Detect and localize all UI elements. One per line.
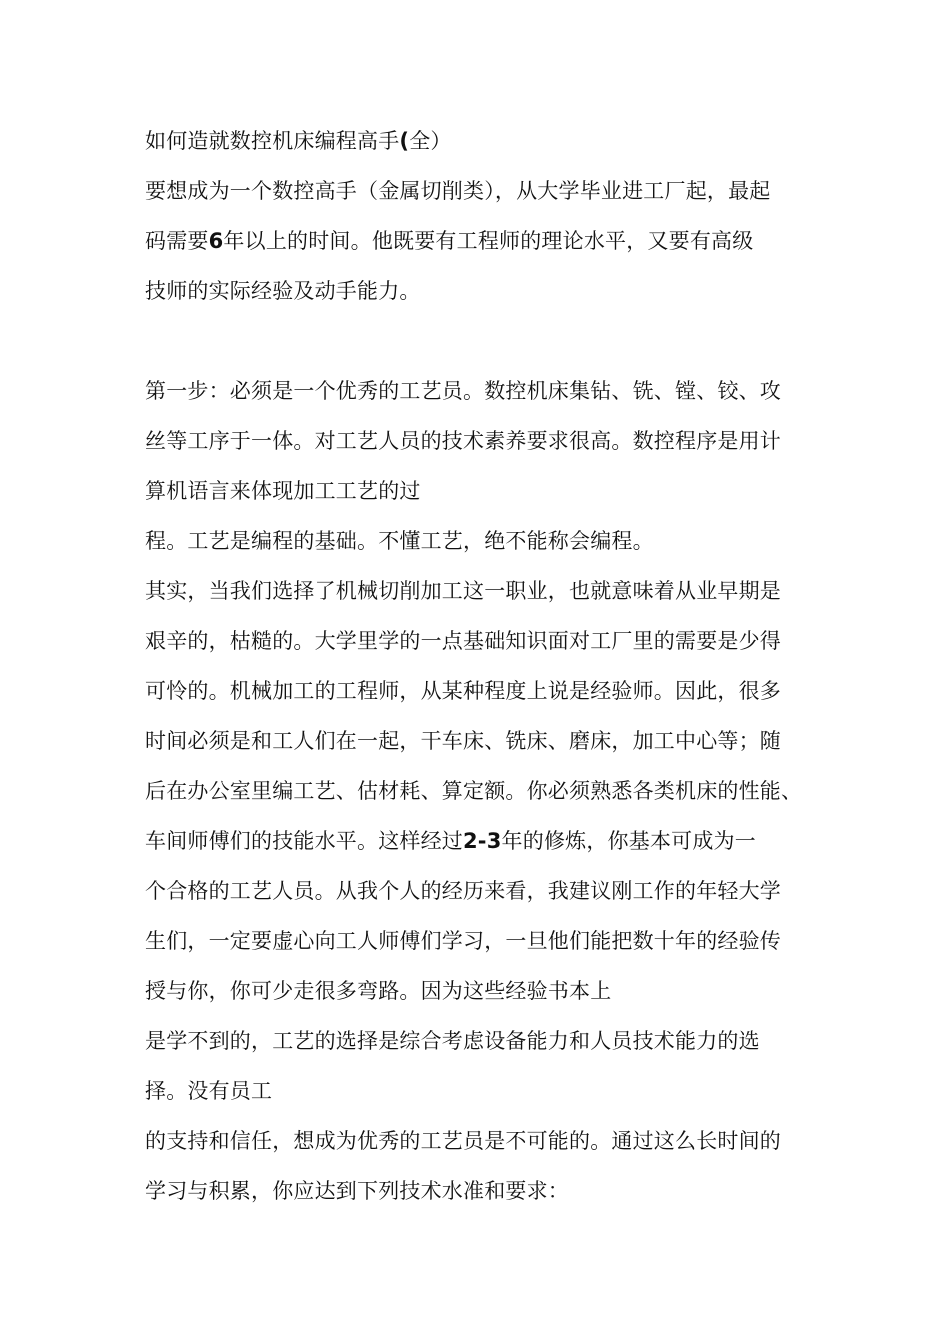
para2-line-8: 生们，一定要虚心向工人师傅们学习，一旦他们能把数十年的经验传 bbox=[145, 929, 781, 953]
title-paren: ( bbox=[399, 129, 410, 153]
intro-line-1: 要想成为一个数控高手（金属切削类），从大学毕业进工厂起，最起 bbox=[145, 179, 771, 203]
para2-line-6 bbox=[145, 816, 825, 866]
step1-line-3: 算机语言来体现加工工艺的过 bbox=[145, 479, 421, 503]
para2-line-10: 是学不到的，工艺的选择是综合考虑设备能力和人员技术能力的选 bbox=[145, 1029, 760, 1053]
para2-line-9: 授与你，你可少走很多弯路。因为这些经验书本上 bbox=[145, 979, 612, 1003]
intro-line-2-pre: 码需要 bbox=[145, 229, 209, 253]
intro-line-2 bbox=[145, 216, 825, 266]
paragraph-gap bbox=[145, 316, 825, 366]
step1-line-1: 第一步：必须是一个优秀的工艺员。数控机床集钻、铣、镗、铰、攻 bbox=[145, 379, 781, 403]
intro-line-3: 技师的实际经验及动手能力。 bbox=[145, 279, 421, 303]
title-suffix: 全） bbox=[409, 129, 452, 153]
document-body bbox=[145, 116, 825, 1216]
document-title bbox=[145, 116, 825, 166]
para2-line-1: 其实，当我们选择了机械切削加工这一职业，也就意味着从业早期是 bbox=[145, 579, 781, 603]
para2-line-4: 时间必须是和工人们在一起，干车床、铣床、磨床，加工中心等；随 bbox=[145, 729, 781, 753]
para2-line-6-post: 年的修炼，你基本可成为一 bbox=[501, 829, 756, 853]
para2-line-2: 艰辛的，枯糙的。大学里学的一点基础知识面对工厂里的需要是少得 bbox=[145, 629, 781, 653]
para2-line-5: 后在办公室里编工艺、估材耗、算定额。你必须熟悉各类机床的性能、 bbox=[145, 779, 803, 803]
step1-line-2: 丝等工序于一体。对工艺人员的技术素养要求很高。数控程序是用计 bbox=[145, 429, 781, 453]
para2-line-12: 的支持和信任，想成为优秀的工艺员是不可能的。通过这么长时间的 bbox=[145, 1129, 781, 1153]
para2-line-3: 可怜的。机械加工的工程师，从某种程度上说是经验师。因此，很多 bbox=[145, 679, 781, 703]
training-years-number: 2-3 bbox=[463, 829, 502, 853]
para2-line-11: 择。没有员工 bbox=[145, 1079, 273, 1103]
para2-line-13: 学习与积累，你应达到下列技术水准和要求： bbox=[145, 1179, 569, 1203]
title-text: 如何造就数控机床编程高手 bbox=[145, 129, 400, 153]
step1-line-4: 程。工艺是编程的基础。不懂工艺，绝不能称会编程。 bbox=[145, 529, 654, 553]
intro-line-2-post: 年以上的时间。他既要有工程师的理论水平，又要有高级 bbox=[223, 229, 754, 253]
para2-line-6-pre: 车间师傅们的技能水平。这样经过 bbox=[145, 829, 463, 853]
intro-years-number: 6 bbox=[208, 229, 224, 253]
para2-line-7: 个合格的工艺人员。从我个人的经历来看，我建议刚工作的年轻大学 bbox=[145, 879, 781, 903]
